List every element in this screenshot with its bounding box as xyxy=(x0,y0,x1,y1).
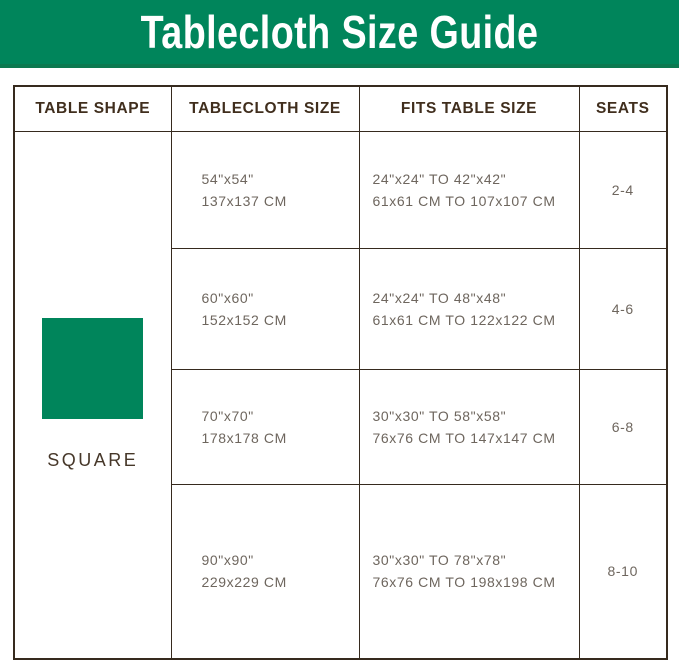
size-inches: 54"x54" xyxy=(201,170,254,187)
header-row xyxy=(14,86,667,131)
size-cm: 137x137 CM xyxy=(201,192,287,209)
size-inches: 90"x90" xyxy=(201,552,254,569)
size-guide-table xyxy=(13,85,668,660)
fits-cm: 61x61 CM TO 122x122 CM xyxy=(372,311,556,328)
fits-table-size-cell xyxy=(359,484,579,659)
column-header-tablecloth-size: TABLECLOTH SIZE xyxy=(171,86,359,131)
size-cm: 152x152 CM xyxy=(201,311,287,328)
size-cm: 178x178 CM xyxy=(201,429,287,446)
fits-inches: 30"x30" TO 78"x78" xyxy=(372,552,507,569)
column-header-fits-table-size: FITS TABLE SIZE xyxy=(359,86,579,131)
table-row xyxy=(14,131,667,248)
seats-cell: 4-6 xyxy=(579,248,667,369)
fits-table-size-cell xyxy=(359,369,579,484)
fits-inches: 24"x24" TO 42"x42" xyxy=(372,170,507,187)
fits-inches: 30"x30" TO 58"x58" xyxy=(372,407,507,424)
tablecloth-size-cell xyxy=(171,484,359,659)
fits-table-size-cell xyxy=(359,248,579,369)
seats-cell: 2-4 xyxy=(579,131,667,248)
fits-cm: 76x76 CM TO 147x147 CM xyxy=(372,429,556,446)
shape-cell xyxy=(14,131,171,659)
size-cm: 229x229 CM xyxy=(201,574,287,591)
size-inches: 60"x60" xyxy=(201,289,254,306)
column-header-table-shape: TABLE SHAPE xyxy=(14,86,171,131)
seats-cell: 8-10 xyxy=(579,484,667,659)
shape-label: SQUARE xyxy=(47,450,139,471)
page-title: Tablecloth Size Guide xyxy=(140,6,539,58)
fits-cm: 76x76 CM TO 198x198 CM xyxy=(372,574,556,591)
fits-table-size-cell xyxy=(359,131,579,248)
tablecloth-size-cell xyxy=(171,369,359,484)
square-shape-icon xyxy=(42,318,143,419)
tablecloth-size-cell xyxy=(171,248,359,369)
tablecloth-size-cell xyxy=(171,131,359,248)
title-banner xyxy=(0,0,679,68)
seats-cell: 6-8 xyxy=(579,369,667,484)
shape-illustration xyxy=(16,318,170,471)
size-inches: 70"x70" xyxy=(201,407,254,424)
fits-cm: 61x61 CM TO 107x107 CM xyxy=(372,192,556,209)
column-header-seats: SEATS xyxy=(579,86,667,131)
fits-inches: 24"x24" TO 48"x48" xyxy=(372,289,507,306)
